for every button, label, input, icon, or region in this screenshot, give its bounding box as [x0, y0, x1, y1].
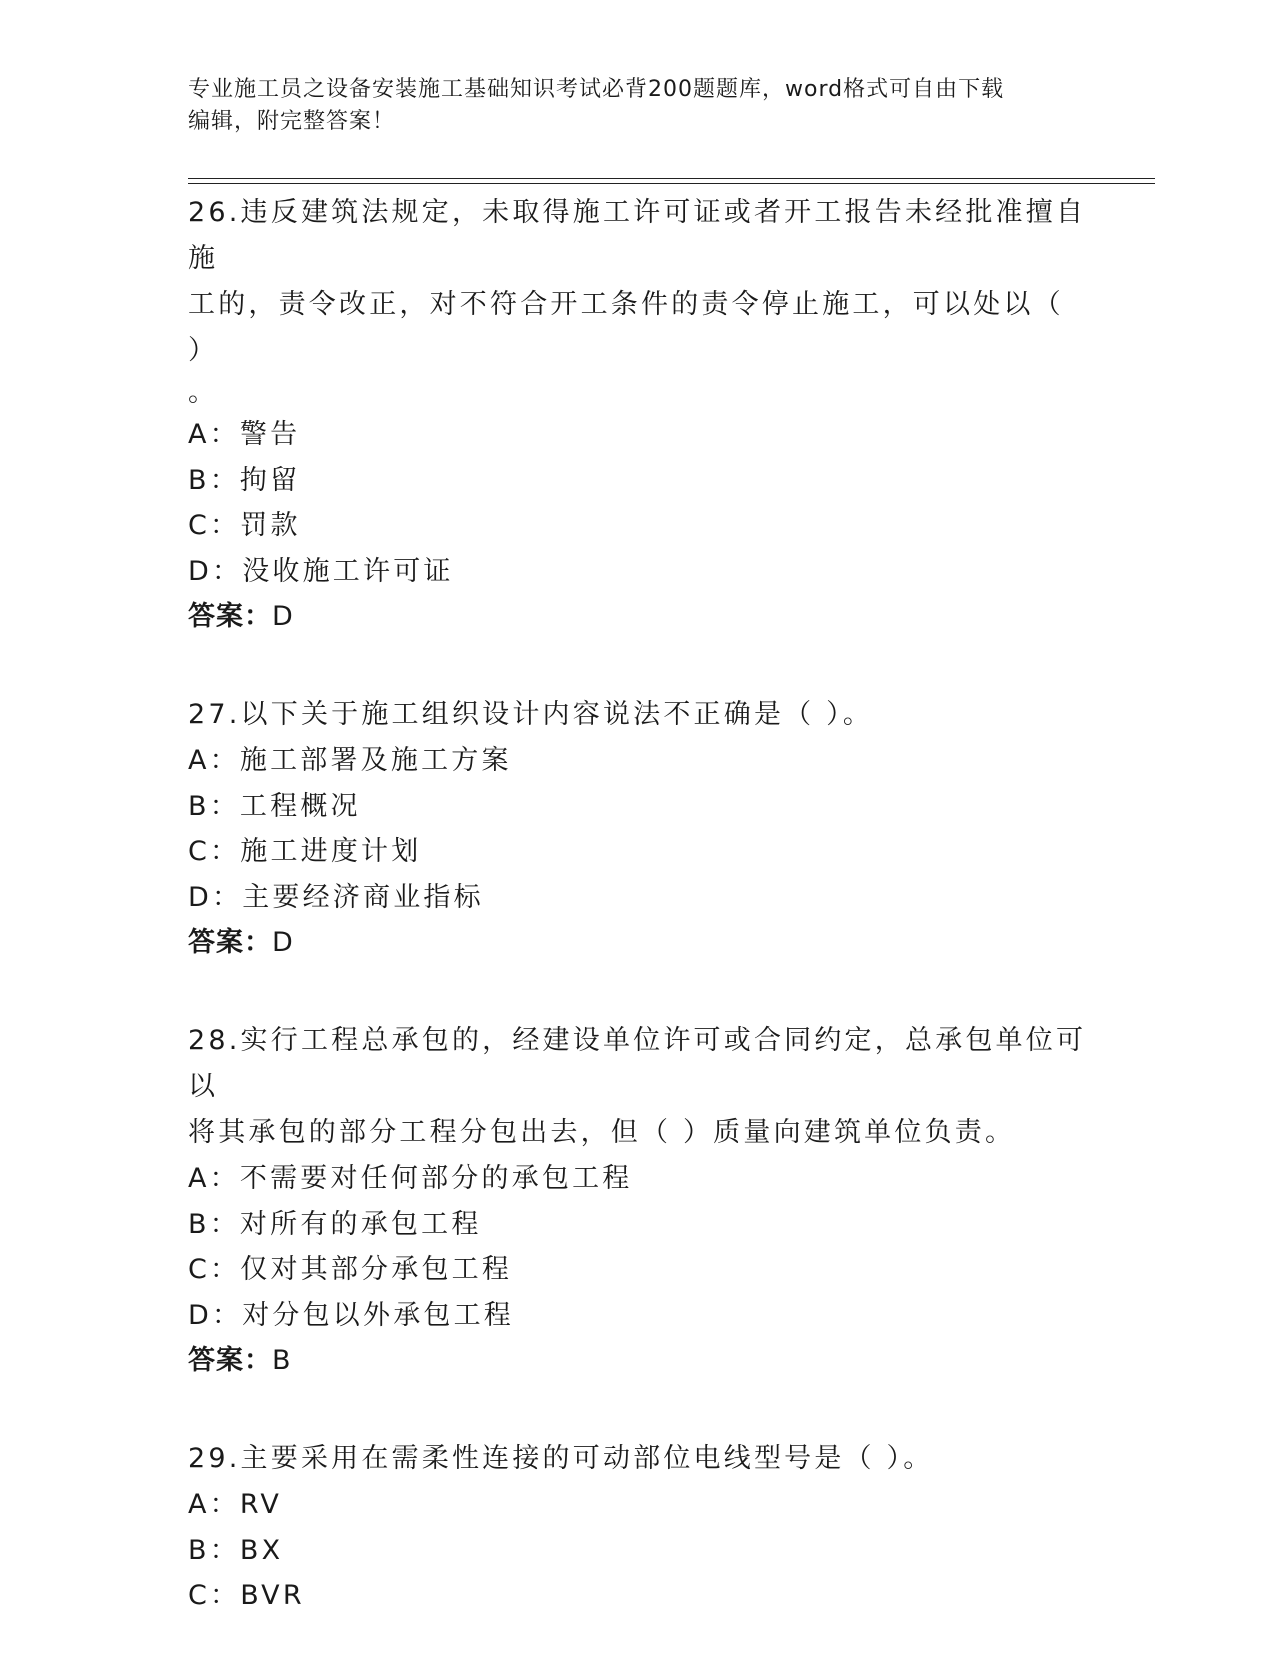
option-c: C：罚款 [188, 510, 301, 541]
option-c: C：BVR [188, 1580, 305, 1611]
option-a: A：警告 [188, 419, 301, 450]
answer [188, 920, 1088, 966]
question-29 [188, 1436, 1088, 1619]
question-stem-line: 26.违反建筑法规定，未取得施工许可证或者开工报告未经批准擅自施 [188, 197, 1087, 274]
option-d: D：对分包以外承包工程 [188, 1299, 514, 1331]
answer [188, 1338, 1088, 1384]
question-26 [188, 190, 1088, 640]
header-divider-bottom [188, 183, 1155, 184]
answer [188, 594, 1088, 640]
question-stem-line: 工的，责令改正，对不符合开工条件的责令停止施工，可以处以（ ） [188, 289, 1064, 366]
option-b: B：拘留 [188, 464, 301, 496]
option-c: C：施工进度计划 [188, 836, 422, 867]
question-list [188, 190, 1088, 1671]
document-header [188, 74, 1088, 138]
answer-label: 答案： [188, 927, 272, 958]
question-stem-line: 28.实行工程总承包的，经建设单位许可或合同约定，总承包单位可以 [188, 1025, 1087, 1102]
question-27 [188, 692, 1088, 966]
header-title-line-2: 编辑，附完整答案！ [188, 109, 396, 134]
option-c: C：仅对其部分承包工程 [188, 1254, 513, 1285]
option-b: B：工程概况 [188, 790, 361, 822]
answer-value: D [272, 927, 294, 958]
question-stem-line: 29.主要采用在需柔性连接的可动部位电线型号是（ ）。 [188, 1443, 934, 1474]
option-a: A：RV [188, 1489, 283, 1520]
answer-value: B [272, 1345, 292, 1376]
question-stem-line: 将其承包的部分工程分包出去，但（ ）质量向建筑单位负责。 [188, 1117, 1016, 1148]
option-d: D：没收施工许可证 [188, 555, 454, 587]
question-28 [188, 1018, 1088, 1384]
option-d: D：主要经济商业指标 [188, 881, 484, 913]
option-a: A：不需要对任何部分的承包工程 [188, 1163, 633, 1194]
option-b: B：BX [188, 1534, 284, 1566]
answer-label: 答案： [188, 601, 272, 632]
question-stem-line: 。 [188, 377, 219, 408]
question-stem-line: 27.以下关于施工组织设计内容说法不正确是（ ）。 [188, 699, 874, 730]
option-a: A：施工部署及施工方案 [188, 745, 512, 776]
answer-label: 答案： [188, 1345, 272, 1376]
header-title-line-1: 专业施工员之设备安装施工基础知识考试必背200题题库，word格式可自由下载 [188, 77, 1005, 102]
header-divider-top [188, 178, 1155, 179]
answer-value: D [272, 601, 294, 632]
option-b: B：对所有的承包工程 [188, 1208, 482, 1240]
